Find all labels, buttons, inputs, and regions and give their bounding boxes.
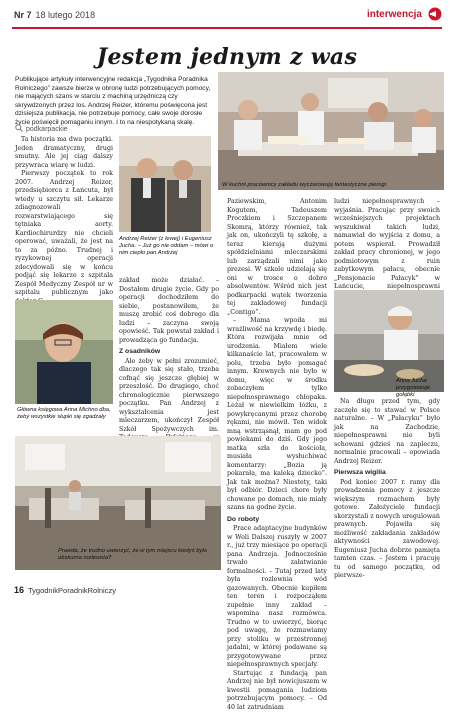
page-number: 16 — [14, 585, 24, 595]
region-label: podkarpackie — [26, 126, 68, 133]
region-byline — [15, 124, 68, 134]
column-4 — [334, 398, 440, 581]
subheading-do-roboty: Do roboty — [227, 516, 327, 525]
megaphone-icon — [426, 7, 444, 21]
paragraph: zakład może działać. – Dostałem drugie życie. Gdy po operacji dochodziłem do siebie, postanowiłem, że muszę zrobić coś dobrego dla ludzi – zaczyna swoją opowieść. Tak powstał zakład i prowadząca go fundacja. — [119, 277, 219, 345]
michno-photo — [15, 300, 113, 404]
kitchen-photo — [218, 72, 444, 190]
paragraph: Ale żeby w pełni zrozumieć, dlaczego tak się stało, trzeba cofnąć się jeszcze głębiej w przeszłość. Do drugiego, choć chronologicznie pierwszego początku. Pan Andrzej z wykształcenia jest mleczarzem, ukończył Zespół Szkół Spożywczych im. — [119, 358, 219, 503]
magazine-name: TygodnikPoradnikRolniczy — [28, 586, 116, 595]
paragraph: Ta historia ma dwa początki. Jeden dramatyczny, drugi smutny. Ale jej ciąg dalszy przywraca wiarę w ludzi. — [15, 136, 113, 170]
paragraph: ludzi niepełnosprawnych – wyjaśnia. Pracując przy swoich wcześniejszych projektach wyszukiwał takich ludzi, namawiał do wyjścia z domu, a potem wspierał. Prowadził zakład pracy chronionej, w jego podmiotowym z ruin zabytkowym pałacu, obecnie „Pensjonacie Pałacyk” w Łańcucie, niepełnosprawni — [334, 198, 440, 300]
issue-number: Nr 7 — [14, 10, 32, 20]
paragraph: – Mama wpoiła mi wrażliwość na krzywdę i biedę. Która rozwijała mnie od urodzenia. Miałem wiele kilkanaście lat, pracowałem w polu, trzeba było pomagać innym. Krewnych nie było w domu, więc w środku zobaczyłem tylko niepełnosprawnego chłopaka. Leżał w niewielkim łóżku, z powykręcanymi przez chorobę rękami, nie mówił. Ten widok mną wstrząsnął, mam go pod powiekami do dziś. Gdy jego matka szła do kościoła, musiała wysłuchiwać komentarzy: „Bozia ją pokarała, ma kaleką dziecko”. Jak tak można? Niestety, taki był odbiór. Dzieci chore były chowane po domach, nie miały szans na godne życie. — [227, 317, 327, 513]
paragraph: Na długo przed tym, gdy zaczęło się to stawać w Polsce naturalne. – W „Pałacyku” było jak na Zachodzie, niepełnosprawni nie byli schowani gdzieś na zapleczu, normalnie pracowali – opowiada Andrzej Reizer. — [334, 398, 440, 466]
column-3 — [227, 198, 327, 712]
paragraph: Pod koniec 2007 r. ramy dla prowadzenia pomocy z jeszcze większym rozmachem były gotowe. Założyciele fundacji skorzystali z nowych uregulowań prawnych. Pojawiła się możliwość zakładania zakładów aktywności zawodowej. Eugeniusz Jucha dobrze pamięta tamten czas. – Jestem i pracuję tu od samego początku, od pierwsze- — [334, 479, 440, 581]
caption-jucha: Anna Jucha przygotowuje gołąbki — [396, 378, 446, 399]
caption-reizer: Andrzej Reizer (z lewej) i Eugeniusz Jucha. – Już go nie oddam – mówi o nim ciepło pan Andrzej — [119, 236, 215, 257]
search-icon — [15, 124, 23, 134]
section-label: interwencja — [367, 9, 422, 20]
caption-michno: Główna księgowa Anna Michno dba, żeby wszystkie słupki się zgadzały — [17, 407, 111, 421]
subheading-osadnikow: Z osadników — [119, 348, 219, 357]
issue-date: 18 lutego 2018 — [36, 10, 96, 20]
column-4-top — [334, 198, 440, 300]
lead-text: Publikujące artykuły interwencyjne redakcja „Tygodnika Poradnika Rolniczego” zawsze bierze w obronę ludzi potrzebujących pomocy, nie mających szans w starciu z machiną urzędniczą czy skrywdzonych przez los. Andrzej Reizer, któremu poświęcona jest dzisiejsza publikacja, nie potrzebuje pomocy, całe swoje dorosłe życie poświęcił pomaganiu innym. I to na niespotykaną skalę. — [15, 76, 213, 128]
jucha-photo — [334, 290, 444, 392]
header-rule — [12, 27, 442, 29]
paragraph: Paziewskim, Antonim Kogutem, Tadeuszem Proczkiem i Szczepanem Skomrą, którzy również, tak jak on, ukończyli tę szkołę, a teraz kierują dużymi spółdzielniami mleczarskimi lub zarządzali nimi jako prezesi. W szkole udzielają się oni w trosce o dobro absolwentów. Wśród nich jest podkarpacki wątek tworzenia tej zakładowej fundacji „Contigo”. — [227, 198, 327, 317]
paragraph: Prace adaptacyjne budynków w Woli Dalszej ruszyły w 2007 r., już trzy miesiące po operacji pana Andrzeja. Jednocześnie trwało załatwianie formalności. – Tutaj przed laty była rozlewnia wód gazowanych. Obecnie kupiłem ten teren i rozpocząłem zupełnie inny zakład – wspomina nasz rozmówca. Trudno w to uwierzyć, biorąc pod uwagę, że rozmawiamy przy stoliku w przestronnej jadalni, w której podawane są przygotowywane przez niepełnosprawnych specjały. — [227, 525, 327, 670]
paragraph: Startując z fundacją pan Andrzej nie był nowicjuszem w kwestii pomagania ludziom potrzebującym pomocy. – Od 40 lat zatrudniam — [227, 670, 327, 712]
reizer-photo — [119, 136, 211, 232]
paragraph: Pierwszy początek to rok 2007. Andrzej Reizer, przedsiębiorca z Łańcuta, był wtedy u szczytu sił. Lekarze zdiagnozowali rozwarstwiającego się tętniaka aorty. Kardiochirurdzy nie chcieli operować, uważali, że jest na to za późno. Trudnej i ryzykownej operacji zdecydowali się w końcu podjąć się lekarze z szpitala Zespół Medyczny Zespół nr w szpitalu publicznym jako — [15, 170, 113, 306]
issue-info — [14, 10, 95, 20]
article-headline: Jestem jednym z was — [0, 44, 454, 70]
caption-kitchen: W kuchni pracownicy zakładu wyczarowują fantastyczne pierogi — [222, 182, 444, 189]
article-lead — [15, 76, 213, 128]
section-tag — [367, 7, 444, 21]
subheading-pierwsza-wigilia: Pierwsza wigilia — [334, 469, 440, 478]
caption-bottom: Prawda, że trudno uwierzyć, że w tym miejscu kiedyś była obskurna rozlewnia? — [58, 548, 208, 562]
